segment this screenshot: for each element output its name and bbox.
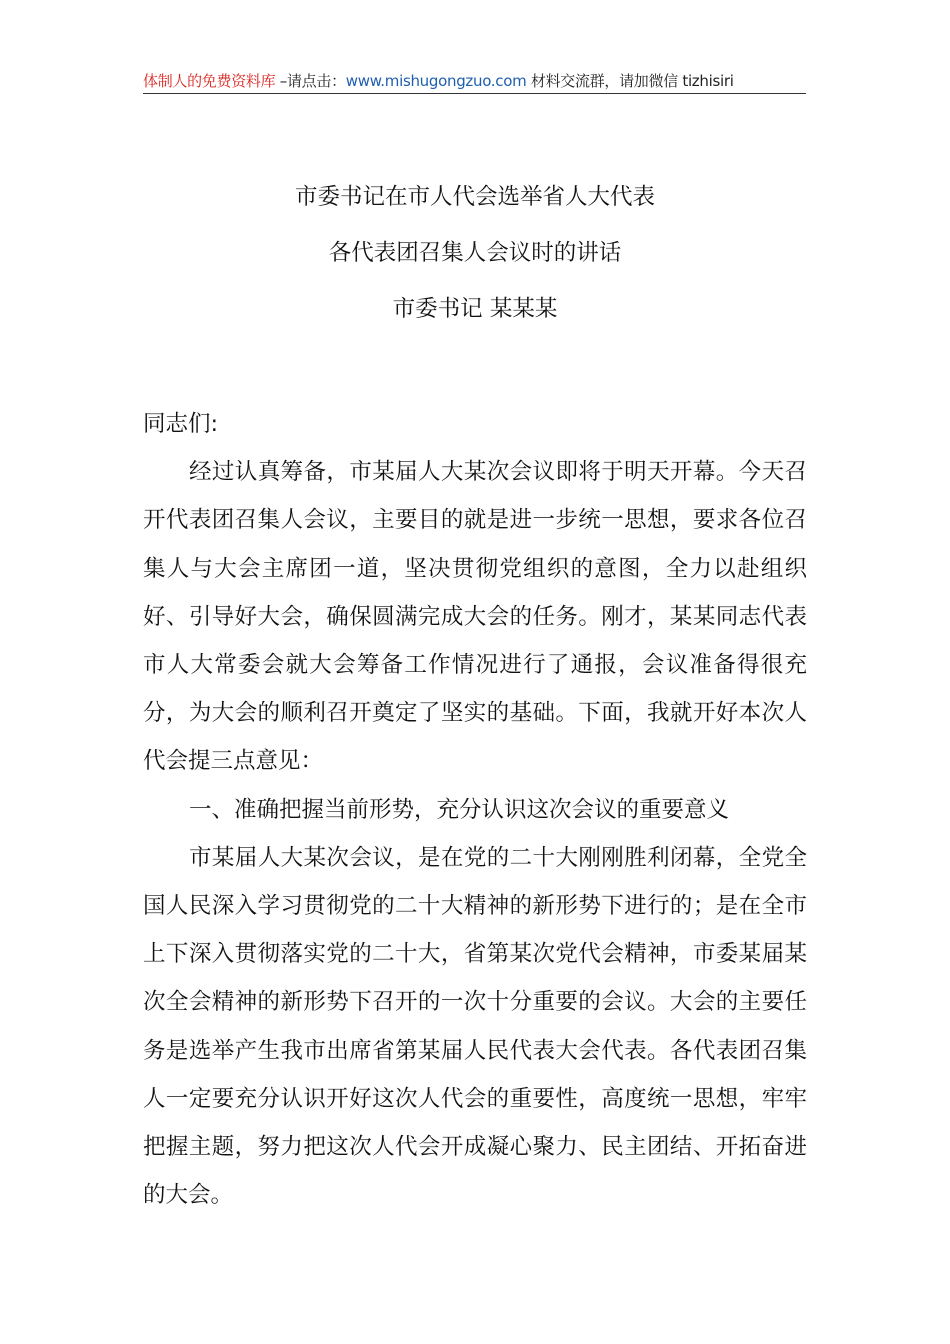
header-website-link[interactable]: www.mishugongzuo.com [345,72,527,90]
document-body [143,400,807,1219]
paragraph-intro: 经过认真筹备，市某届人大某次会议即将于明天开幕。今天召开代表团召集人会议，主要目的就是进一步统一思想，要求各位召集人与大会主席团一道，坚决贯彻党组织的意图，全力以赴组织好、引导好大会，确保圆满完成大会的任务。刚才，某某同志代表市人大常委会就大会筹备工作情况进行了通报，会议准备得很充分，为大会的顺利召开奠定了坚实的基础。下面，我就开好本次人代会提三点意见： [143,459,807,775]
section-heading-1: 一、准确把握当前形势，充分认识这次会议的重要意义 [189,796,730,823]
document-author: 市委书记 某某某 [392,296,558,322]
salutation: 同志们: [143,411,219,437]
header-brand: 体制人的免费资料库 [143,72,276,90]
header-contact: 材料交流群，请加微信 tizhisiri [526,72,734,90]
document-title-line2: 各代表团召集人会议时的讲话 [328,240,622,266]
document-title-line1: 市委书记在市人代会选举省人大代表 [294,184,655,210]
paragraph-section-1: 市某届人大某次会议，是在党的二十大刚刚胜利闭幕，全党全国人民深入学习贯彻党的二十大精神的新形势下进行的；是在全市上下深入贯彻落实党的二十大，省第某次党代会精神，市委某届某次全会精神的新形势下召开的一次十分重要的会议。大会的主要任务是选举产生我市出席省第某届人民代表大会代表。各代表团召集人一定要充分认识开好这次人代会的重要性，高度统一思想，牢牢把握主题，努力把这次人代会开成凝心聚力、民主团结、开拓奋进的大会。 [143,844,807,1209]
page-header [143,70,806,92]
header-divider [143,93,806,94]
header-prompt: –请点击： [275,72,346,90]
